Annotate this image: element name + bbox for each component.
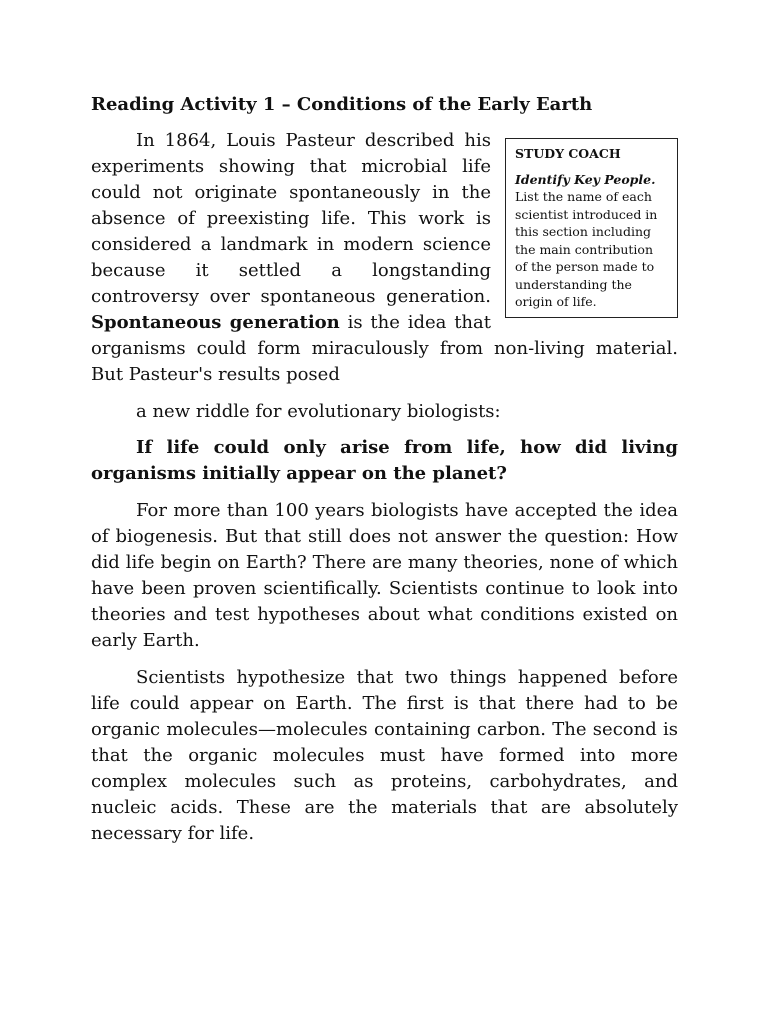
paragraph-pasteur-text: In 1864, Louis Pasteur described his experiments showing that microbial life could not originate spontaneously in the absence of preexisting life. This work is considered a landmark in modern science because it settled a longstanding controversy over spontaneous generation.	[91, 130, 491, 307]
key-term-spontaneous-generation: Spontaneous generation	[91, 312, 340, 333]
study-coach-box	[505, 138, 678, 318]
study-coach-title: STUDY COACH	[515, 146, 621, 161]
document-page	[91, 92, 678, 847]
riddle-line: a new riddle for evolutionary biologists:	[136, 401, 501, 422]
key-question: If life could only arise from life, how did living organisms initially appear on the planet?	[91, 437, 678, 484]
study-coach-text: List the name of each scientist introduced in this section including the main contribution of the person made to understanding the origin of life.	[515, 189, 658, 309]
study-coach-body	[515, 171, 669, 311]
paragraph-biogenesis: For more than 100 years biologists have accepted the idea of biogenesis. But that still does not answer the question: How did life begin on Earth? There are many theories, none of which have been proven scientifically. Scientists continue to look into theories and test hypotheses about what conditions existed on early Earth.	[91, 500, 678, 651]
intro-section	[91, 128, 678, 388]
paragraph-pasteur-text-end: is the idea that organisms could form miraculously from non-living material. But Pasteur's results posed	[91, 312, 678, 385]
paragraph-hypothesis: Scientists hypothesize that two things happened before life could appear on Earth. The first is that there had to be organic molecules—molecules containing carbon. The second is that the organic molecules must have formed into more complex molecules such as proteins, carbohydrates, and nucleic acids. These are the materials that are absolutely necessary for life.	[91, 667, 678, 844]
activity-heading: Reading Activity 1 – Conditions of the Early Earth	[91, 94, 593, 115]
study-coach-subtitle: Identify Key People.	[515, 171, 656, 187]
